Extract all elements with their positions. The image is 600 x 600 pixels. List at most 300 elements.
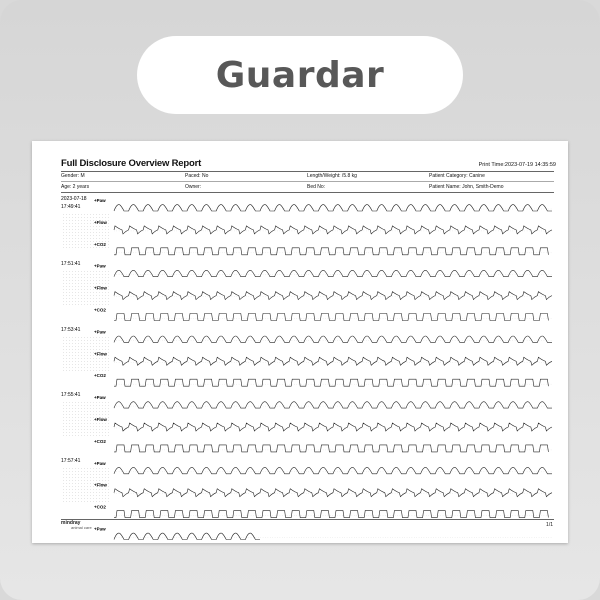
grid-dot	[72, 280, 73, 281]
grid-dot	[72, 301, 73, 302]
grid-dot	[72, 471, 73, 472]
grid-dot	[72, 483, 73, 484]
grid-dot	[102, 480, 103, 481]
grid-dot	[81, 432, 82, 433]
grid-dot	[96, 423, 97, 424]
grid-dot	[75, 361, 76, 362]
grid-dot	[84, 370, 85, 371]
grid-dot	[75, 468, 76, 469]
grid-dot	[75, 277, 76, 278]
grid-dot	[63, 429, 64, 430]
grid-dot	[99, 432, 100, 433]
grid-dot	[63, 414, 64, 415]
grid-dot	[96, 411, 97, 412]
grid-dot	[108, 247, 109, 248]
grid-dot	[87, 402, 88, 403]
grid-dot	[93, 370, 94, 371]
grid-dot	[108, 343, 109, 344]
grid-dot	[69, 426, 70, 427]
grid-dot	[93, 495, 94, 496]
grid-dot	[66, 298, 67, 299]
grid-dot	[87, 340, 88, 341]
grid-dot	[93, 492, 94, 493]
grid-dot	[81, 364, 82, 365]
grid-dot	[81, 304, 82, 305]
grid-dot	[78, 286, 79, 287]
grid-dot	[99, 361, 100, 362]
grid-dot	[78, 429, 79, 430]
grid-dot	[93, 402, 94, 403]
grid-dot	[63, 286, 64, 287]
grid-dot	[66, 343, 67, 344]
channel-label: +Paw	[94, 329, 106, 335]
grid-dot	[78, 298, 79, 299]
grid-dot	[99, 349, 100, 350]
grid-dot	[63, 271, 64, 272]
grid-dot	[69, 229, 70, 230]
grid-dot	[75, 495, 76, 496]
grid-dot	[78, 217, 79, 218]
grid-dot	[69, 346, 70, 347]
grid-dot	[66, 304, 67, 305]
grid-dot	[105, 489, 106, 490]
grid-dot	[84, 292, 85, 293]
grid-dot	[78, 417, 79, 418]
grid-dot	[63, 477, 64, 478]
grid-dot	[81, 435, 82, 436]
grid-dot	[105, 343, 106, 344]
grid-dot	[66, 432, 67, 433]
grid-dot	[102, 435, 103, 436]
grid-dot	[105, 402, 106, 403]
grid-dot	[96, 292, 97, 293]
grid-dot	[99, 337, 100, 338]
grid-dot	[96, 426, 97, 427]
grid-dot	[66, 244, 67, 245]
grid-dot	[90, 477, 91, 478]
grid-dot	[84, 405, 85, 406]
grid-dot	[78, 247, 79, 248]
grid-dot	[66, 483, 67, 484]
grid-dot	[69, 405, 70, 406]
grid-dot	[69, 468, 70, 469]
grid-dot	[84, 501, 85, 502]
grid-dot	[105, 501, 106, 502]
grid-dot	[99, 468, 100, 469]
grid-dot	[72, 229, 73, 230]
grid-dot	[75, 429, 76, 430]
grid-dot	[96, 274, 97, 275]
grid-dot	[75, 423, 76, 424]
grid-dot	[84, 432, 85, 433]
grid-dot	[96, 271, 97, 272]
grid-dot	[99, 247, 100, 248]
grid-dot	[84, 492, 85, 493]
grid-dot	[75, 295, 76, 296]
grid-dot	[90, 495, 91, 496]
grid-dot	[81, 220, 82, 221]
grid-dot	[75, 420, 76, 421]
grid-dot	[84, 283, 85, 284]
grid-dot	[102, 238, 103, 239]
grid-dot	[99, 292, 100, 293]
grid-dot	[66, 429, 67, 430]
grid-dot	[66, 247, 67, 248]
grid-dot	[99, 283, 100, 284]
grid-dot	[63, 217, 64, 218]
grid-dot	[78, 241, 79, 242]
grid-dot	[81, 501, 82, 502]
grid-dot	[96, 361, 97, 362]
grid-dot	[108, 420, 109, 421]
grid-dot	[63, 420, 64, 421]
grid-dot	[78, 340, 79, 341]
grid-dot	[81, 352, 82, 353]
grid-dot	[75, 271, 76, 272]
grid-dot	[105, 304, 106, 305]
grid-dot	[81, 346, 82, 347]
grid-dot	[78, 486, 79, 487]
grid-dot	[102, 271, 103, 272]
grid-dot	[69, 244, 70, 245]
grid-dot	[75, 226, 76, 227]
grid-dot	[96, 492, 97, 493]
grid-dot	[72, 235, 73, 236]
grid-dot	[96, 402, 97, 403]
grid-dot	[66, 280, 67, 281]
grid-dot	[99, 232, 100, 233]
grid-dot	[84, 277, 85, 278]
grid-dot	[63, 405, 64, 406]
grid-dot	[102, 364, 103, 365]
grid-dot	[87, 355, 88, 356]
grid-dot	[90, 220, 91, 221]
grid-dot	[108, 367, 109, 368]
grid-dot	[108, 232, 109, 233]
grid-dot	[81, 492, 82, 493]
grid-dot	[84, 480, 85, 481]
grid-dot	[72, 501, 73, 502]
grid-dot	[81, 486, 82, 487]
grid-dot	[69, 489, 70, 490]
grid-dot	[93, 489, 94, 490]
grid-dot	[63, 432, 64, 433]
grid-dot	[78, 214, 79, 215]
grid-dot	[87, 280, 88, 281]
grid-dot	[90, 501, 91, 502]
grid-dot	[69, 271, 70, 272]
grid-dot	[102, 370, 103, 371]
grid-dot	[81, 483, 82, 484]
grid-dot	[63, 367, 64, 368]
grid-dot	[105, 471, 106, 472]
grid-dot	[108, 361, 109, 362]
grid-dot	[75, 477, 76, 478]
grid-dot	[102, 468, 103, 469]
grid-dot	[63, 283, 64, 284]
grid-dot	[96, 471, 97, 472]
grid-dot	[108, 405, 109, 406]
grid-dot	[93, 226, 94, 227]
grid-dot	[75, 217, 76, 218]
grid-dot	[66, 495, 67, 496]
grid-dot	[108, 370, 109, 371]
grid-dot	[72, 498, 73, 499]
grid-dot	[87, 220, 88, 221]
grid-dot	[69, 370, 70, 371]
grid-dot	[72, 247, 73, 248]
grid-dot	[99, 489, 100, 490]
grid-dot	[90, 292, 91, 293]
grid-dot	[105, 229, 106, 230]
grid-dot	[78, 402, 79, 403]
grid-dot	[87, 414, 88, 415]
grid-dot	[96, 232, 97, 233]
grid-dot	[84, 358, 85, 359]
waveform-trace-paw	[114, 467, 552, 473]
time-label: 17:53:41	[61, 327, 81, 333]
grid-dot	[66, 226, 67, 227]
grid-dot	[63, 474, 64, 475]
grid-dot	[78, 274, 79, 275]
grid-dot	[81, 411, 82, 412]
grid-dot	[78, 414, 79, 415]
grid-dot	[78, 426, 79, 427]
grid-dot	[66, 271, 67, 272]
grid-dot	[108, 435, 109, 436]
grid-dot	[87, 247, 88, 248]
grid-dot	[63, 229, 64, 230]
grid-dot	[108, 289, 109, 290]
grid-dot	[108, 274, 109, 275]
grid-dot	[69, 402, 70, 403]
grid-dot	[102, 423, 103, 424]
grid-dot	[84, 355, 85, 356]
grid-dot	[105, 217, 106, 218]
grid-dot	[99, 229, 100, 230]
grid-dot	[96, 468, 97, 469]
grid-dot	[75, 498, 76, 499]
grid-dot	[69, 247, 70, 248]
grid-dot	[72, 361, 73, 362]
grid-dot	[93, 408, 94, 409]
channel-label: +CO2	[94, 241, 106, 247]
grid-dot	[69, 214, 70, 215]
grid-dot	[84, 486, 85, 487]
grid-dot	[90, 343, 91, 344]
grid-dot	[72, 370, 73, 371]
grid-dot	[90, 340, 91, 341]
grid-dot	[72, 408, 73, 409]
grid-dot	[72, 435, 73, 436]
waveform-trace-flow	[114, 357, 552, 365]
grid-dot	[81, 292, 82, 293]
grid-dot	[93, 468, 94, 469]
grid-dot	[66, 498, 67, 499]
grid-dot	[75, 408, 76, 409]
grid-dot	[84, 423, 85, 424]
grid-dot	[69, 235, 70, 236]
grid-dot	[78, 501, 79, 502]
grid-dot	[108, 474, 109, 475]
grid-dot	[87, 235, 88, 236]
grid-dot	[84, 483, 85, 484]
grid-dot	[81, 277, 82, 278]
grid-dot	[99, 298, 100, 299]
grid-dot	[96, 349, 97, 350]
grid-dot	[66, 435, 67, 436]
grid-dot	[102, 277, 103, 278]
grid-dot	[99, 498, 100, 499]
grid-dot	[99, 423, 100, 424]
grid-dot	[66, 289, 67, 290]
grid-dot	[90, 214, 91, 215]
grid-dot	[78, 355, 79, 356]
grid-dot	[87, 486, 88, 487]
grid-dot	[90, 489, 91, 490]
grid-dot	[93, 280, 94, 281]
grid-dot	[81, 298, 82, 299]
grid-dot	[102, 414, 103, 415]
channel-label: +Paw	[94, 263, 106, 269]
grid-dot	[81, 474, 82, 475]
grid-dot	[72, 495, 73, 496]
grid-dot	[66, 405, 67, 406]
grid-dot	[90, 352, 91, 353]
grid-dot	[99, 343, 100, 344]
grid-dot	[102, 358, 103, 359]
grid-dot	[90, 429, 91, 430]
grid-dot	[66, 474, 67, 475]
waveform-trace-flow	[114, 423, 552, 431]
grid-dot	[78, 405, 79, 406]
grid-dot	[72, 217, 73, 218]
grid-dot	[87, 214, 88, 215]
grid-dot	[81, 301, 82, 302]
grid-dot	[105, 247, 106, 248]
grid-dot	[87, 289, 88, 290]
grid-dot	[108, 304, 109, 305]
grid-dot	[63, 343, 64, 344]
grid-dot	[78, 229, 79, 230]
grid-dot	[66, 235, 67, 236]
grid-dot	[96, 429, 97, 430]
grid-dot	[75, 292, 76, 293]
grid-dot	[108, 238, 109, 239]
grid-dot	[90, 486, 91, 487]
grid-dot	[78, 226, 79, 227]
grid-dot	[84, 402, 85, 403]
grid-dot	[72, 304, 73, 305]
grid-dot	[69, 352, 70, 353]
grid-dot	[69, 417, 70, 418]
grid-dot	[63, 489, 64, 490]
grid-dot	[63, 304, 64, 305]
channel-label: +Flow	[94, 482, 107, 488]
grid-dot	[63, 244, 64, 245]
grid-dot	[66, 295, 67, 296]
grid-dot	[87, 370, 88, 371]
grid-dot	[87, 474, 88, 475]
grid-dot	[78, 283, 79, 284]
grid-dot	[87, 346, 88, 347]
grid-dot	[87, 337, 88, 338]
grid-dot	[81, 238, 82, 239]
grid-dot	[102, 301, 103, 302]
grid-dot	[69, 495, 70, 496]
save-button[interactable]	[137, 36, 463, 114]
waveform-trace-co2	[114, 248, 548, 255]
grid-dot	[66, 489, 67, 490]
grid-dot	[75, 486, 76, 487]
grid-dot	[90, 426, 91, 427]
grid-dot	[63, 486, 64, 487]
grid-dot	[63, 337, 64, 338]
grid-dot	[66, 477, 67, 478]
grid-dot	[87, 477, 88, 478]
grid-dot	[108, 355, 109, 356]
grid-dot	[93, 474, 94, 475]
grid-dot	[81, 283, 82, 284]
grid-dot	[99, 238, 100, 239]
grid-dot	[66, 367, 67, 368]
grid-dot	[78, 468, 79, 469]
grid-dot	[99, 405, 100, 406]
grid-dot	[105, 498, 106, 499]
grid-dot	[78, 223, 79, 224]
grid-dot	[108, 352, 109, 353]
grid-dot	[66, 232, 67, 233]
grid-dot	[72, 298, 73, 299]
grid-dot	[84, 340, 85, 341]
grid-dot	[75, 337, 76, 338]
grid-dot	[99, 280, 100, 281]
grid-dot	[78, 411, 79, 412]
time-label: 17:49:41	[61, 204, 81, 210]
grid-dot	[75, 480, 76, 481]
grid-dot	[96, 247, 97, 248]
grid-dot	[105, 235, 106, 236]
grid-dot	[75, 432, 76, 433]
channel-label: +Paw	[94, 395, 106, 401]
grid-dot	[78, 238, 79, 239]
grid-dot	[108, 223, 109, 224]
grid-dot	[72, 417, 73, 418]
grid-dot	[63, 277, 64, 278]
grid-dot	[78, 292, 79, 293]
grid-dot	[108, 414, 109, 415]
grid-dot	[75, 501, 76, 502]
grid-dot	[96, 370, 97, 371]
grid-dot	[69, 480, 70, 481]
grid-dot	[69, 301, 70, 302]
grid-dot	[99, 435, 100, 436]
grid-dot	[93, 361, 94, 362]
grid-dot	[69, 414, 70, 415]
grid-dot	[90, 492, 91, 493]
grid-dot	[69, 217, 70, 218]
grid-dot	[72, 429, 73, 430]
grid-dot	[102, 498, 103, 499]
grid-dot	[75, 343, 76, 344]
grid-dot	[90, 346, 91, 347]
grid-dot	[84, 337, 85, 338]
grid-dot	[84, 226, 85, 227]
grid-dot	[69, 241, 70, 242]
grid-dot	[84, 235, 85, 236]
grid-dot	[72, 423, 73, 424]
grid-dot	[72, 426, 73, 427]
